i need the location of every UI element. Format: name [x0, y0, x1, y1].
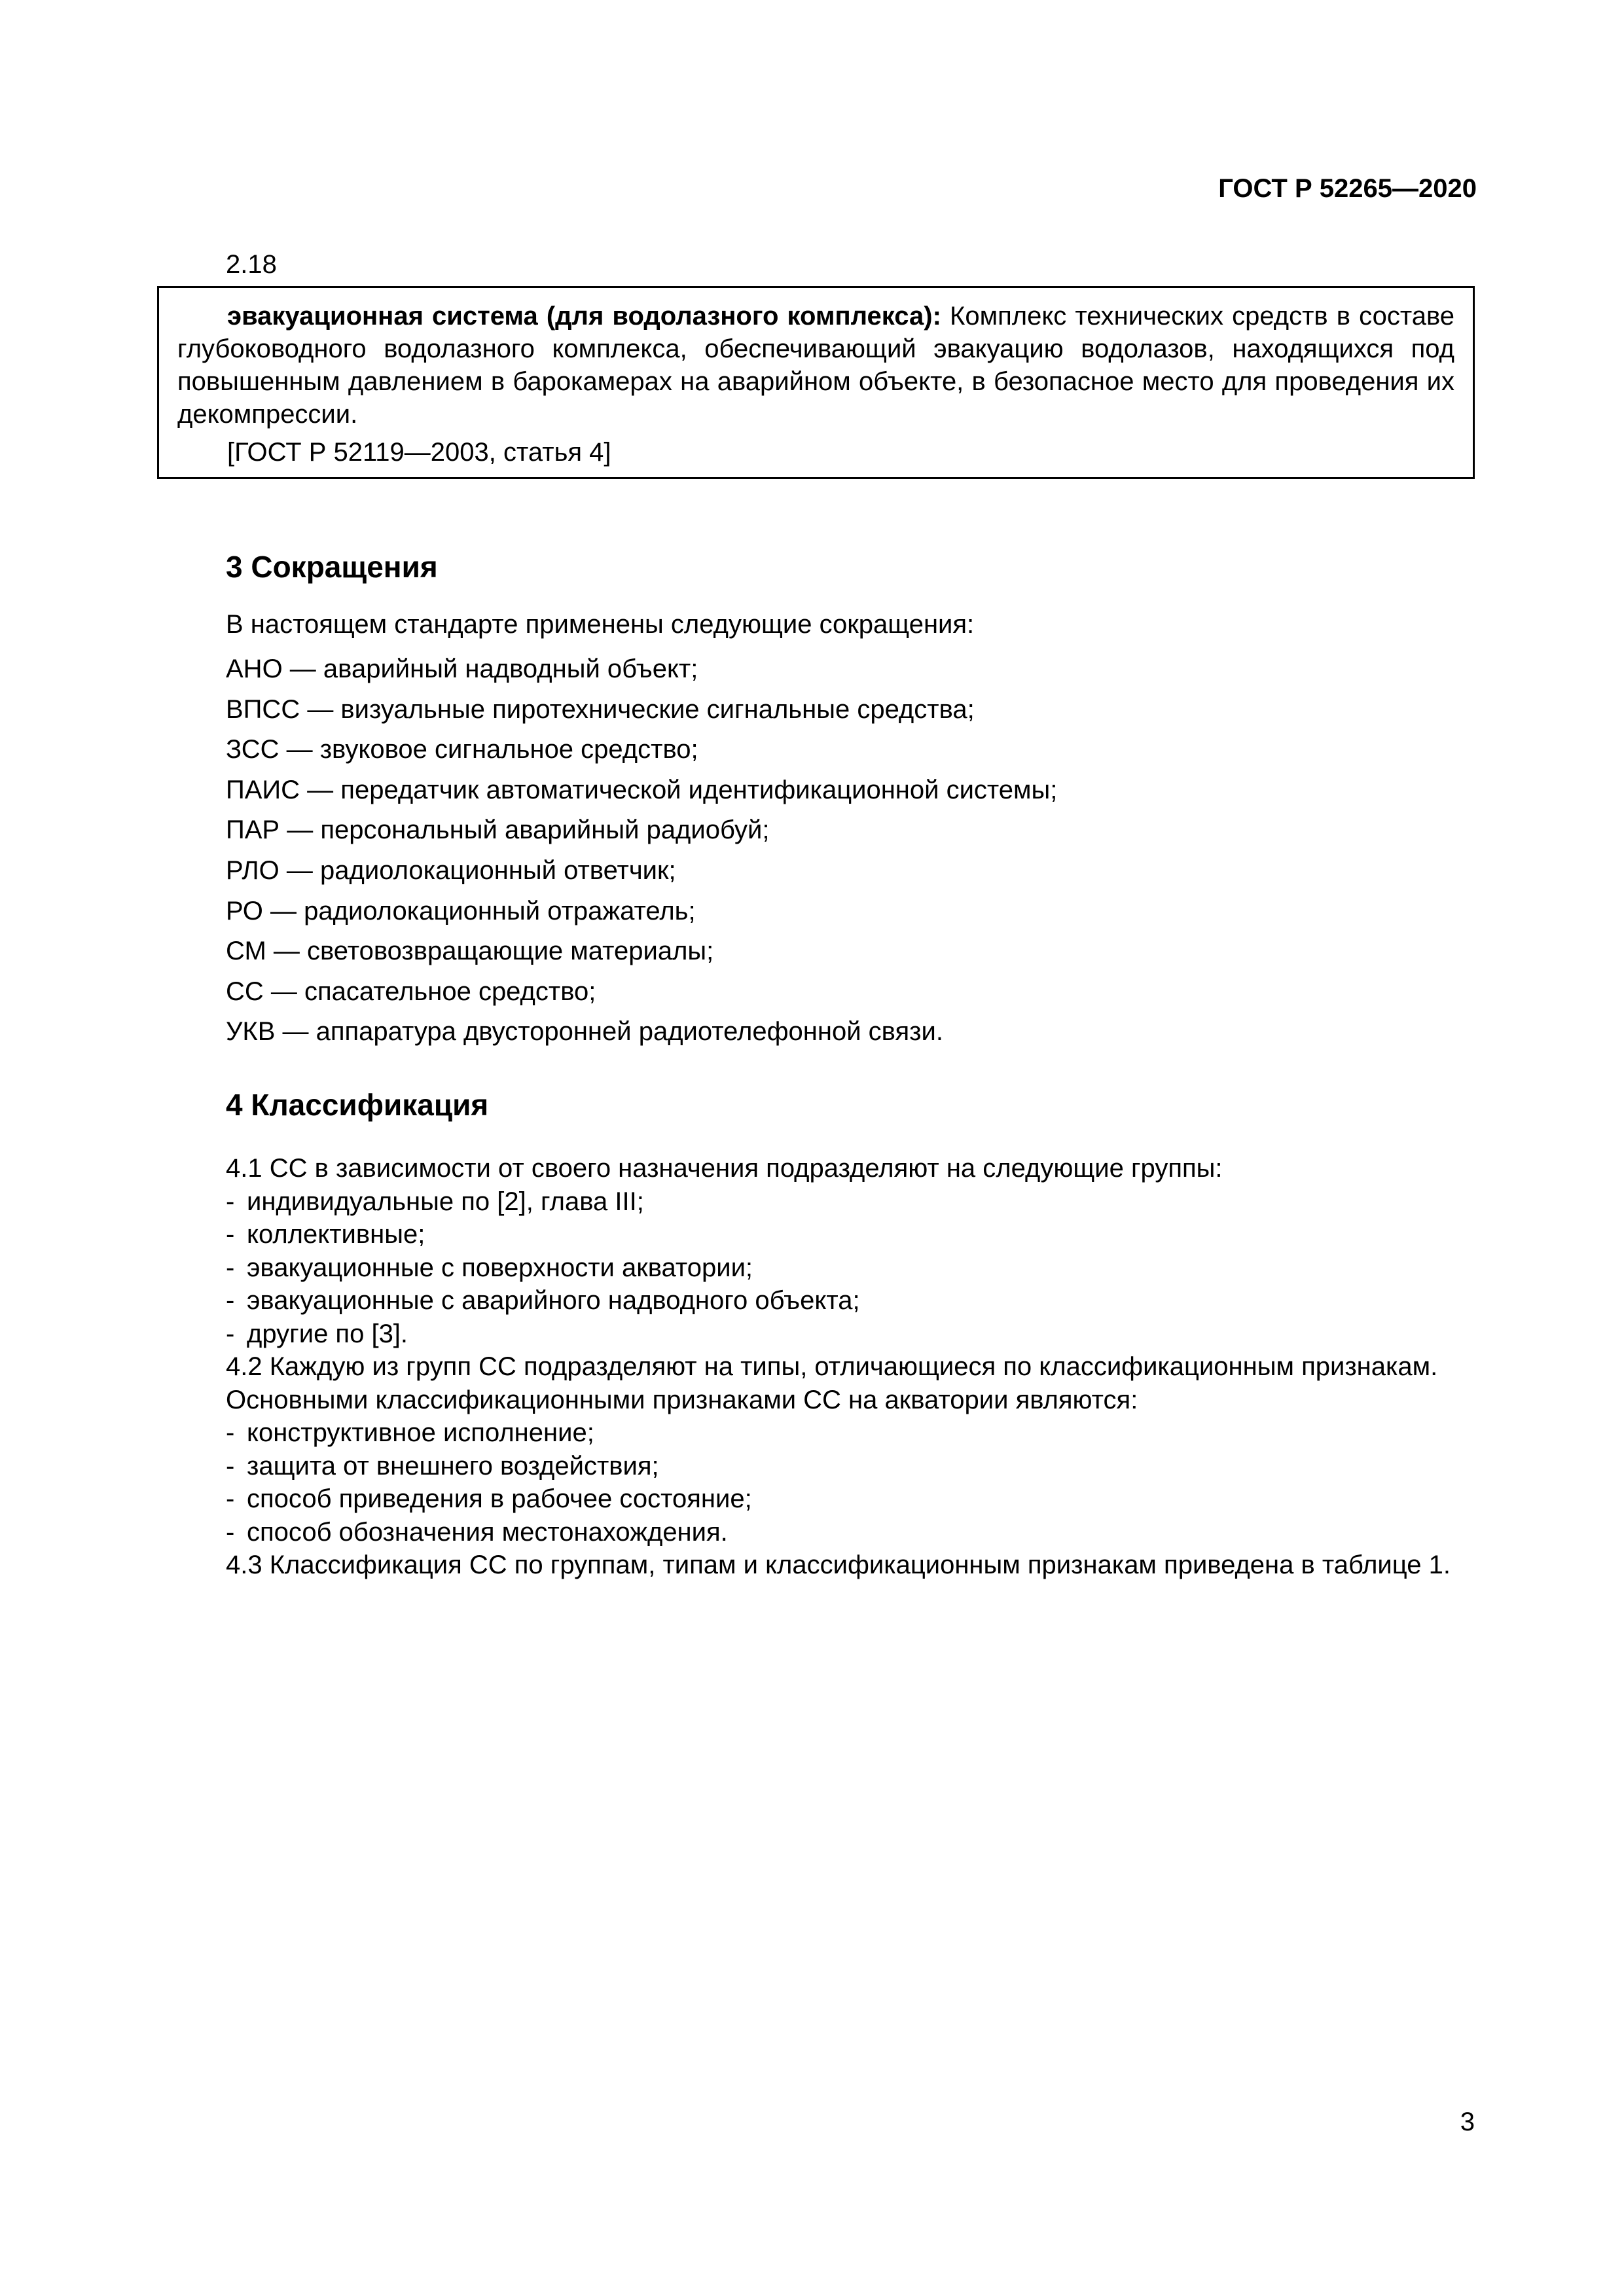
clause-4-1: 4.1 СС в зависимости от своего назначения подразделяют на следующие группы:	[226, 1154, 1223, 1183]
term-source: [ГОСТ Р 52119—2003, статья 4]	[227, 438, 611, 467]
list-dash: -	[226, 1220, 235, 1249]
group-list-item	[157, 1318, 1475, 1351]
feature-item-text: конструктивное исполнение;	[247, 1418, 594, 1447]
group-list-item	[157, 1218, 1475, 1251]
abbreviation-item: ЗСС — звуковое сигнальное средство;	[226, 735, 698, 764]
section-4-title: 4 Классификация	[226, 1088, 489, 1122]
feature-item-text: способ обозначения местонахождения.	[247, 1517, 728, 1547]
term-definition-box	[157, 286, 1475, 479]
feature-list-item	[157, 1450, 1475, 1483]
abbreviation-item: ПАР — персональный аварийный радиобуй;	[226, 816, 770, 845]
list-dash: -	[226, 1286, 235, 1315]
abbreviation-item: РЛО — радиолокационный ответчик;	[226, 855, 676, 885]
term-name: эвакуационная система (для водолазного комплекса):	[227, 302, 941, 331]
clause-4-2: 4.2 Каждую из групп СС подразделяют на типы, отличающиеся по классификационным признакам.	[226, 1352, 1438, 1381]
list-dash: -	[226, 1517, 235, 1547]
standard-code-header: ГОСТ Р 52265—2020	[1218, 174, 1477, 203]
abbreviation-item: АНО — аварийный надводный объект;	[226, 655, 698, 683]
abbreviation-item: ВПСС — визуальные пиротехнические сигнальные средства;	[226, 694, 975, 724]
list-dash: -	[226, 1187, 235, 1216]
section-3-title: 3 Сокращения	[226, 550, 438, 584]
term-definition	[177, 300, 1454, 431]
abbreviations-intro: В настоящем стандарте применены следующие сокращения:	[226, 610, 975, 639]
feature-list-item	[157, 1516, 1475, 1549]
group-item-text: эвакуационные с поверхности акватории;	[247, 1253, 753, 1282]
term-definition-text: Комплекс технических средств в составе глубоководного водолазного комплекса, обеспечивающий эвакуацию водолазов, находящихся под повышенным давлением в барокамерах на аварийном объекте, в безопасное место для проведения их декомпрессии.	[177, 302, 1454, 429]
list-dash: -	[226, 1451, 235, 1480]
group-list-item	[157, 1185, 1475, 1219]
list-dash: -	[226, 1253, 235, 1282]
abbreviation-item: СМ — световозвращающие материалы;	[226, 937, 714, 966]
group-list-item	[157, 1251, 1475, 1285]
feature-list-item	[157, 1482, 1475, 1516]
abbreviation-item: СС — спасательное средство;	[226, 977, 596, 1006]
abbreviation-item: РО — радиолокационный отражатель;	[226, 896, 696, 925]
clause-4-2-features-intro: Основными классификационными признаками СС на акватории являются:	[226, 1385, 1138, 1414]
feature-item-text: защита от внешнего воздействия;	[247, 1451, 659, 1480]
list-dash: -	[226, 1418, 235, 1447]
feature-list-item	[157, 1416, 1475, 1450]
group-item-text: эвакуационные с аварийного надводного объекта;	[247, 1286, 860, 1315]
abbreviations-list	[226, 649, 1057, 1052]
group-item-text: другие по [3].	[247, 1319, 408, 1348]
abbreviation-item: УКВ — аппаратура двусторонней радиотелефонной связи.	[226, 1017, 943, 1047]
group-item-text: коллективные;	[247, 1220, 425, 1249]
feature-item-text: способ приведения в рабочее состояние;	[247, 1484, 752, 1513]
list-dash: -	[226, 1484, 235, 1513]
term-number: 2.18	[226, 250, 277, 279]
clause-4-3: 4.3 Классификация СС по группам, типам и классификационным признакам приведена в таблице 1.	[226, 1551, 1451, 1579]
section-4-body	[157, 1152, 1475, 1582]
list-dash: -	[226, 1319, 235, 1348]
group-list-item	[157, 1284, 1475, 1318]
group-item-text: индивидуальные по [2], глава III;	[247, 1187, 644, 1216]
abbreviation-item: ПАИС — передатчик автоматической идентификационной системы;	[226, 775, 1058, 804]
page-number: 3	[1460, 2108, 1475, 2136]
